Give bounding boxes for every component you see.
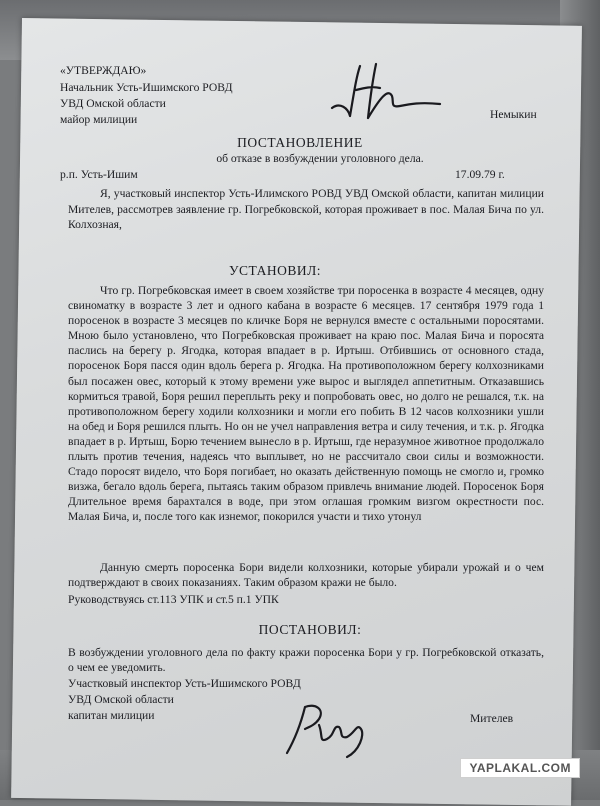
approval-line-1: Начальник Усть-Ишимского РОВД [60, 81, 233, 94]
footer-line-3: капитан милиции [68, 709, 155, 722]
approval-line-2: УВД Омской области [60, 97, 166, 110]
approval-signer: Немыкин [490, 108, 537, 121]
watermark: YAPLAKAL.COM [460, 758, 580, 778]
footer-signature [275, 695, 405, 765]
document-subtitle: об отказе в возбуждении уголовного дела. [216, 152, 424, 165]
place: р.п. Усть-Ишим [60, 168, 138, 181]
footer-line-2: УВД Омской области [68, 693, 174, 706]
established-heading: УСТАНОВИЛ: [228, 263, 322, 278]
approval-signature [320, 58, 470, 128]
document-title: ПОСТАНОВЛЕНИЕ [237, 135, 363, 150]
footer-signer: Мителев [470, 712, 514, 725]
footer-line-1: Участковый инспектор Усть-Ишимского РОВД [68, 677, 301, 690]
witness-paragraph: Данную смерть поросенка Бори видели колхозники, которые убирали урожай и о чем подтверждают в своих показаниях. Таким образом кражи не было. [68, 561, 544, 589]
decided-paragraph: В возбуждении уголовного дела по факту кражи поросенка Бори у гр. Погребковской отказать, о чем ее уведомить. [68, 646, 544, 674]
approve-label: «УТВЕРЖДАЮ» [60, 64, 147, 77]
decided-heading: ПОСТАНОВИЛ: [258, 622, 362, 637]
date: 17.09.79 г. [455, 168, 505, 181]
guided-line: Руководствуясь ст.113 УПК и ст.5 п.1 УПК [68, 593, 279, 606]
approval-line-3: майор милиции [60, 113, 138, 126]
established-paragraph: Что гр. Погребковская имеет в своем хозяйстве три поросенка в возрасте 4 месяцев, одну свиноматку в возрасте 3 лет и одного кабана в возрасте 6 месяцев. 17 сентября 1979 года 1 поросенок в возрасте 3 месяцев по кличке Боря не вернулся вместе с остальными поросятами. Мною было установлено, что Погребковская проживает на краю пос. Малая Бича и поросята паслись на берегу р. Ягодка, которая впадает в р. Иртыш. Отбившись от основного стада, поросенок Боря пасся один вдоль берега р. Ягодка. На противоположном берегу колхозниками был посажен овес, который к этому времени уже вырос и выглядел аппетитным. Отказавшись кормиться травой, Боря решил переплыть реку и попробовать овес, но долго не решался, т.к. на противоположном берегу ходили колхозники и могли его побить В 12 часов колхозники ушли на обед и Боря решился плыть. Но он не учел направления ветра и силу течения, и т.к. р. Ягодка впадает в р. Иртыш, Борю течением вынесло в р. Иртыш, где неразумное животное продолжало плыть против течения, надеясь что выплывет, но не рассчитало свои силы и возможности. Стадо поросят видело, что Боря погибает, но оказать действенную помощь не смогло и, громко визжа, бегало вдоль берега, пытаясь таким образом привлечь внимание людей. Поросенок Боря Длительное время барахтался в воде, при этом оглашая громким визгом окрестности пос. Малая Бича, и, после того как изнемог, покорился участи и тихо утонул [68, 284, 544, 524]
intro-paragraph: Я, участковый инспектор Усть-Илимского РОВД УВД Омской области, капитан милиции Мителев, рассмотрев заявление гр. Погребковской, которая проживает в пос. Малая Бича по ул. Колхозная, [68, 187, 544, 232]
